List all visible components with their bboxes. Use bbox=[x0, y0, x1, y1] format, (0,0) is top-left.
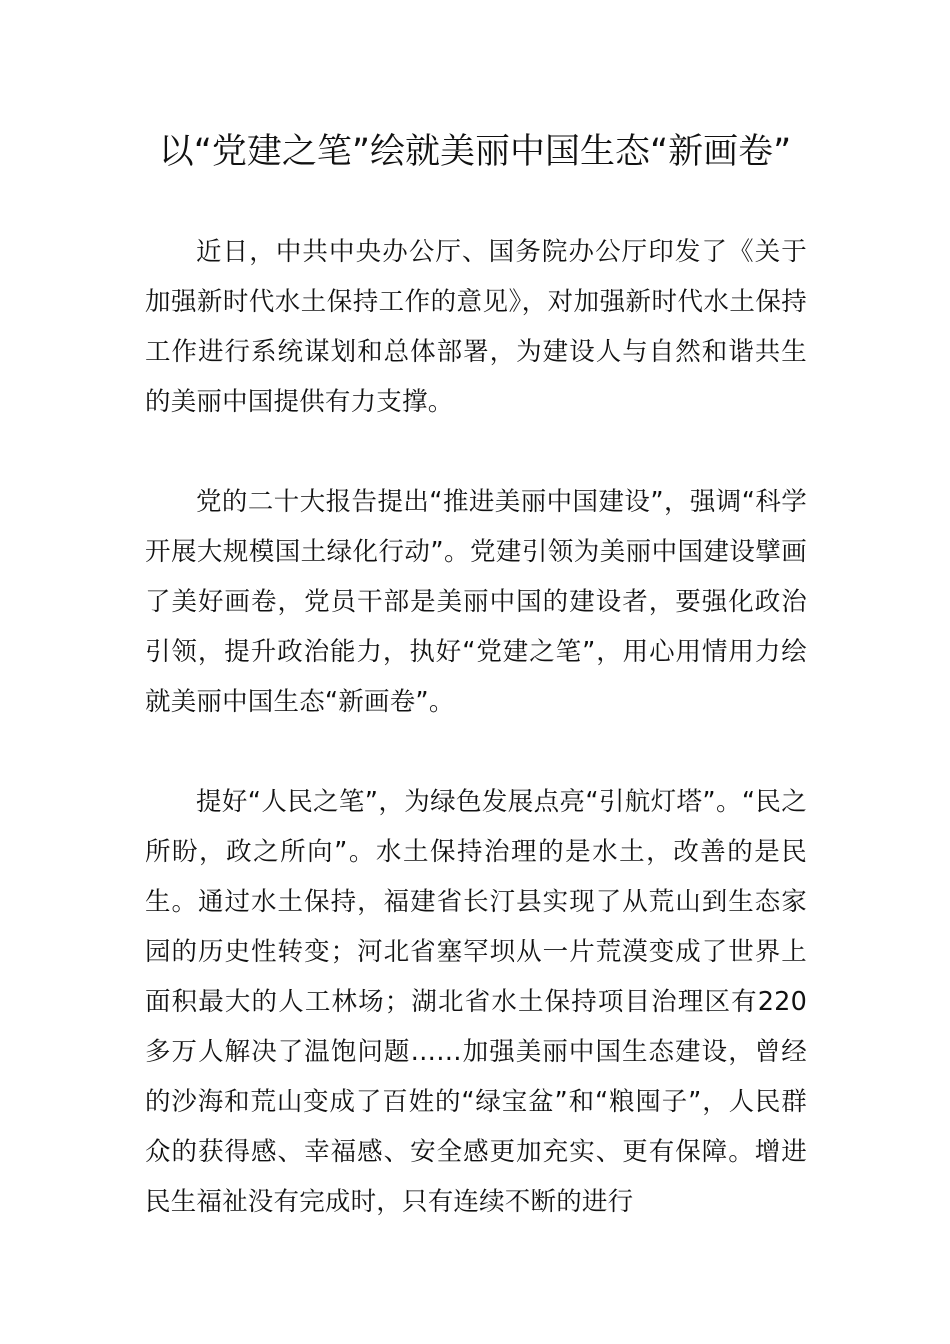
paragraph-2: 党的二十大报告提出“推进美丽中国建设”，强调“科学开展大规模国土绿化行动”。党建引领为美丽中国建设擘画了美好画卷，党员干部是美丽中国的建设者，要强化政治引领，提升政治能力，执好“党建之笔”，用心用情用力绘就美丽中国生态“新画卷”。 bbox=[145, 487, 807, 717]
paragraph-3: 提好“人民之笔”，为绿色发展点亮“引航灯塔”。“民之所盼，政之所向”。水土保持治理的是水土，改善的是民生。通过水土保持，福建省长汀县实现了从荒山到生态家园的历史性转变；河北省塞罕坝从一片荒漠变成了世界上面积最大的人工林场；湖北省水土保持项目治理区有220多万人解决了温饱问题……加强美丽中国生态建设，曾经的沙海和荒山变成了百姓的“绿宝盆”和“粮囤子”，人民群众的获得感、幸福感、安全感更加充实、更有保障。增进民生福祉没有完成时，只有连续不断的进行 bbox=[145, 787, 807, 1217]
document-title: 以“党建之笔”绘就美丽中国生态“新画卷” bbox=[158, 132, 792, 172]
document-body bbox=[145, 227, 807, 1277]
paragraph-1: 近日，中共中央办公厅、国务院办公厅印发了《关于加强新时代水土保持工作的意见》，对加强新时代水土保持工作进行系统谋划和总体部署，为建设人与自然和谐共生的美丽中国提供有力支撑。 bbox=[145, 237, 807, 417]
